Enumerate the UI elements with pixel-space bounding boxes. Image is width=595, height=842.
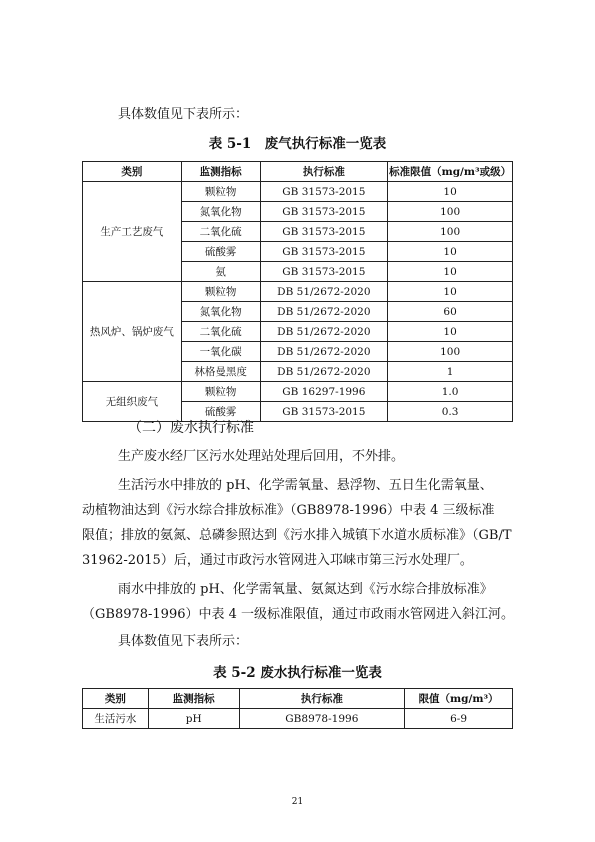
standard-cell: GB 31573-2015: [260, 182, 388, 202]
header-category: 类别: [83, 162, 182, 182]
standard-cell: GB 31573-2015: [260, 202, 388, 222]
wastewater-standards-table: [82, 688, 513, 729]
header-indicator: 监测指标: [181, 162, 260, 182]
paragraph-1: 生产废水经厂区污水处理站处理后回用，不外排。: [118, 449, 405, 464]
indicator-cell: 二氧化硫: [181, 222, 260, 242]
limit-cell: 60: [388, 302, 513, 322]
indicator-cell: 二氧化硫: [181, 322, 260, 342]
indicator-cell: 氨: [181, 262, 260, 282]
emission-standards-table: [82, 161, 513, 422]
table-row: [83, 709, 513, 729]
paragraph-2-line-1: 生活污水中排放的 pH、化学需氧量、悬浮物、五日生化需氧量、: [118, 478, 493, 493]
limit-cell: 100: [388, 202, 513, 222]
limit-cell: 1.0: [388, 382, 513, 402]
header-limit: 限值（mg/m³）: [405, 689, 513, 709]
category-cell: 生活污水: [83, 709, 149, 729]
limit-cell: 1: [388, 362, 513, 382]
standard-cell: DB 51/2672-2020: [260, 282, 388, 302]
limit-cell: 6-9: [405, 709, 513, 729]
indicator-cell: 颗粒物: [181, 382, 260, 402]
indicator-cell: 硫酸雾: [181, 242, 260, 262]
limit-cell: 100: [388, 222, 513, 242]
limit-cell: 0.3: [388, 402, 513, 422]
indicator-cell: 硫酸雾: [181, 402, 260, 422]
paragraph-2-line-3: 限值；排放的氨氮、总磷参照达到《污水排入城镇下水道水质标准》（GB/T: [82, 528, 512, 543]
limit-cell: 10: [388, 322, 513, 342]
header-standard: 执行标准: [239, 689, 405, 709]
standard-cell: DB 51/2672-2020: [260, 362, 388, 382]
indicator-cell: 颗粒物: [181, 182, 260, 202]
limit-cell: 10: [388, 262, 513, 282]
standard-cell: GB8978-1996: [239, 709, 405, 729]
standard-cell: GB 16297-1996: [260, 382, 388, 402]
standard-cell: DB 51/2672-2020: [260, 302, 388, 322]
limit-cell: 10: [388, 282, 513, 302]
header-category: 类别: [83, 689, 149, 709]
table-header-row: [83, 689, 513, 709]
header-limit: 标准限值（mg/m³或级）: [388, 162, 513, 182]
limit-cell: 100: [388, 342, 513, 362]
paragraph-2-line-2: 动植物油达到《污水综合排放标准》（GB8978-1996）中表 4 三级标准: [82, 503, 495, 518]
standard-cell: GB 31573-2015: [260, 222, 388, 242]
limit-cell: 10: [388, 182, 513, 202]
table-row: [83, 382, 513, 402]
limit-cell: 10: [388, 242, 513, 262]
table-header-row: [83, 162, 513, 182]
table-row: [83, 182, 513, 202]
standard-cell: DB 51/2672-2020: [260, 322, 388, 342]
indicator-cell: 颗粒物: [181, 282, 260, 302]
page-number: 21: [291, 797, 304, 807]
category-cell: 无组织废气: [83, 382, 182, 422]
standard-cell: GB 31573-2015: [260, 262, 388, 282]
category-cell: 热风炉、锅炉废气: [83, 282, 182, 382]
header-indicator: 监测指标: [148, 689, 239, 709]
table-1-caption: 表 5-1 废气执行标准一览表: [208, 136, 387, 152]
indicator-cell: 林格曼黑度: [181, 362, 260, 382]
intro-text-1: 具体数值见下表所示：: [118, 107, 249, 122]
paragraph-2-line-4: 31962-2015）后，通过市政污水管网进入邛崃市第三污水处理厂。: [82, 553, 473, 568]
standard-cell: GB 31573-2015: [260, 402, 388, 422]
indicator-cell: 氮氧化物: [181, 202, 260, 222]
category-cell: 生产工艺废气: [83, 182, 182, 282]
intro-text-2: 具体数值见下表所示：: [118, 634, 249, 649]
indicator-cell: pH: [148, 709, 239, 729]
standard-cell: DB 51/2672-2020: [260, 342, 388, 362]
section-heading: （二）废水执行标准: [128, 420, 254, 436]
header-standard: 执行标准: [260, 162, 388, 182]
standard-cell: GB 31573-2015: [260, 242, 388, 262]
paragraph-3-line-2: （GB8978-1996）中表 4 一级标准限值，通过市政雨水管网进入斜江河。: [82, 607, 515, 622]
indicator-cell: 氮氧化物: [181, 302, 260, 322]
paragraph-3-line-1: 雨水中排放的 pH、化学需氧量、氨氮达到《污水综合排放标准》: [118, 582, 493, 597]
table-2-caption: 表 5-2 废水执行标准一览表: [213, 665, 382, 681]
indicator-cell: 一氧化碳: [181, 342, 260, 362]
table-row: [83, 282, 513, 302]
